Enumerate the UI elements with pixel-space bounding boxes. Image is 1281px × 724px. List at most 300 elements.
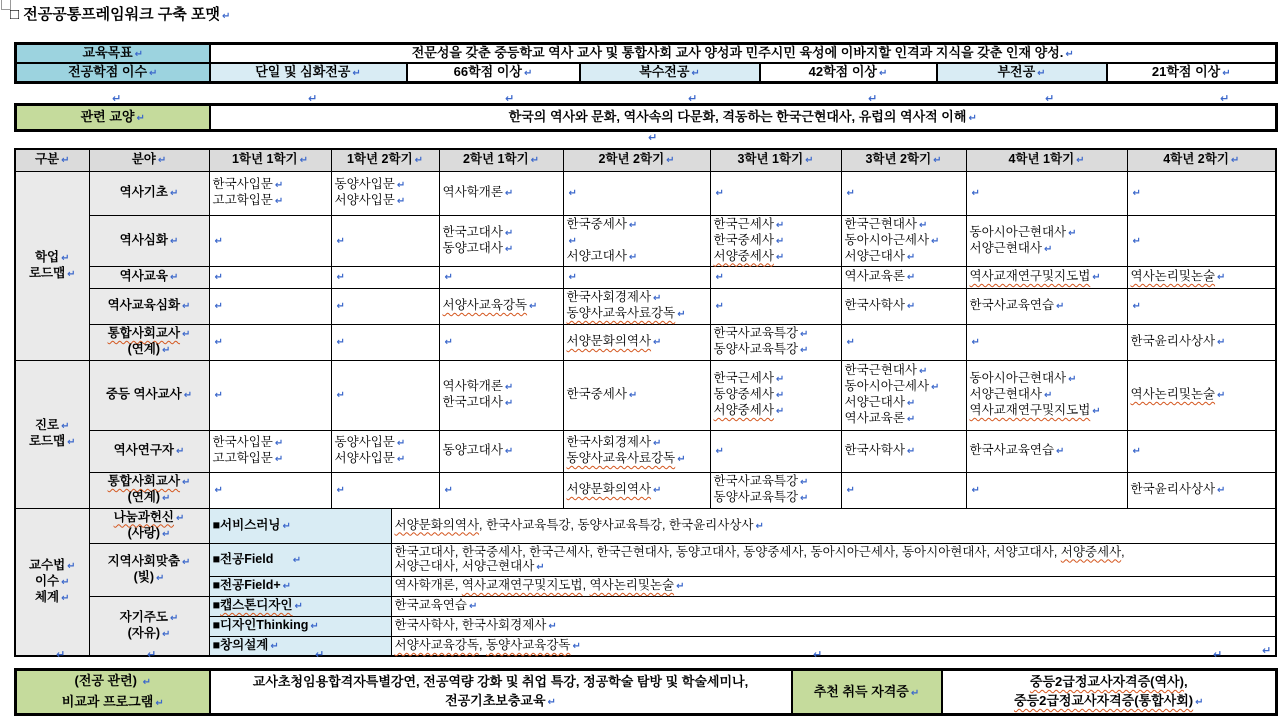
- pilcrow-icon: ↵: [1037, 68, 1046, 79]
- text-line: [970, 269, 1124, 285]
- course-cell: [1127, 171, 1276, 215]
- pilcrow-icon: ↵: [444, 272, 453, 283]
- pilcrow-icon: ↵: [156, 572, 165, 584]
- field-label: [89, 360, 209, 430]
- course-cell: [1127, 288, 1276, 324]
- pilcrow-icon: ↵: [775, 235, 785, 247]
- pilcrow-icon: ↵: [336, 301, 345, 312]
- text-line: [845, 152, 963, 168]
- course-cell: [563, 430, 710, 472]
- roadmap-table: [14, 148, 1277, 657]
- course-cell: [331, 266, 439, 288]
- text-line: [213, 193, 328, 209]
- text-line: [796, 682, 938, 703]
- text: 서양근대사, 서양근현대사: [394, 558, 535, 573]
- text-line: [213, 177, 328, 193]
- pilcrow-icon: ↵: [1220, 93, 1230, 105]
- text: ■서비스러닝: [212, 517, 281, 532]
- text-line: [970, 152, 1124, 168]
- pilcrow-icon: ↵: [396, 180, 406, 191]
- text-line: [19, 590, 86, 606]
- column-header: [15, 149, 89, 171]
- pilcrow-icon: ↵: [775, 251, 785, 263]
- text-line: [845, 298, 963, 314]
- pilcrow-icon: ↵: [67, 437, 76, 448]
- pilcrow-icon: ↵: [336, 485, 345, 496]
- pilcrow-icon: ↵: [1132, 301, 1141, 312]
- text-line: [941, 64, 1103, 81]
- text-line: [395, 545, 1273, 559]
- method-label: [209, 576, 391, 596]
- text: 역사교육론: [844, 269, 905, 283]
- table-row: [15, 266, 1276, 288]
- text-line: [19, 250, 86, 266]
- pilcrow-icon: ↵: [162, 528, 171, 540]
- text-line: [443, 225, 560, 241]
- text-line: [845, 334, 963, 350]
- spellcheck-underlined-text: 캡스톤디자인: [220, 598, 293, 612]
- goal-label: [16, 44, 210, 64]
- pilcrow-icon: ↵: [468, 601, 478, 612]
- course-cell: [710, 360, 841, 430]
- pilcrow-icon: ↵: [56, 649, 66, 661]
- course-cell: [841, 215, 966, 266]
- spellcheck-underlined-text: 서양중세사: [1060, 544, 1122, 559]
- text-line: [845, 217, 963, 233]
- pilcrow-icon: ↵: [274, 438, 284, 449]
- text-line: [567, 306, 707, 322]
- extracurricular-table: [14, 668, 1278, 716]
- text-line: [845, 233, 963, 249]
- course-cell: [966, 215, 1127, 266]
- text-line: [714, 387, 838, 403]
- field-label: [89, 508, 209, 543]
- course-cell: [439, 472, 563, 508]
- text: 한국중세사: [566, 216, 627, 231]
- course-cell: [439, 266, 563, 288]
- course-cell: [710, 266, 841, 288]
- table-row: [15, 215, 1276, 266]
- text: 진로: [34, 418, 60, 432]
- course-cell: [209, 266, 331, 288]
- course-cell: [439, 215, 563, 266]
- text: 2학년 2학기: [598, 152, 665, 167]
- text-line: [567, 334, 707, 350]
- field-label: [89, 596, 209, 656]
- text-line: [714, 217, 838, 233]
- text: 동양사교육특강: [713, 342, 799, 356]
- course-cell: [1127, 215, 1276, 266]
- liberal-arts-row: [16, 105, 1277, 131]
- course-cell: [563, 324, 710, 360]
- text-line: [567, 290, 707, 306]
- course-cell: [1127, 472, 1276, 508]
- pilcrow-icon: ↵: [157, 155, 167, 167]
- text: 부전공: [997, 64, 1036, 79]
- method-courses: [391, 596, 1276, 616]
- field-label: [89, 266, 209, 288]
- pilcrow-icon: ↵: [162, 493, 171, 504]
- text: 1학년 1학기: [231, 152, 298, 167]
- spellcheck-underlined-text: 중등2급정교사자격증(통합사회): [1013, 693, 1194, 708]
- method-courses: [391, 508, 1276, 543]
- course-cell: [439, 288, 563, 324]
- text: 한국사학사: [844, 443, 905, 457]
- extracurricular-row: [16, 670, 1277, 715]
- text-line: [845, 379, 963, 395]
- text: 2학년 1학기: [462, 152, 529, 167]
- text-line: [411, 64, 576, 81]
- pilcrow-icon: ↵: [677, 454, 686, 465]
- text: 한국사입문: [212, 435, 273, 449]
- text: (사랑): [127, 525, 161, 540]
- pilcrow-icon: ↵: [1092, 406, 1101, 417]
- text-line: [214, 64, 403, 81]
- spellcheck-underlined-text: 동양사교육강독: [485, 637, 571, 652]
- text-line: [567, 152, 707, 168]
- text: 한국사회경제사: [566, 290, 652, 304]
- text-line: [93, 185, 206, 201]
- text: 한국사학사, 한국사회경제사: [394, 618, 547, 632]
- text-line: [20, 671, 206, 692]
- text-line: [970, 443, 1124, 459]
- pilcrow-icon: ↵: [1065, 49, 1074, 60]
- text: 동아시아근세사: [844, 232, 930, 247]
- course-cell: [1127, 430, 1276, 472]
- text-line: [93, 610, 206, 626]
- text: 체계: [34, 589, 60, 604]
- pilcrow-icon: ↵: [568, 272, 577, 283]
- text-line: [443, 152, 560, 168]
- text-line: [567, 233, 707, 249]
- text-line: [584, 64, 756, 81]
- text: 한국근세사: [713, 216, 774, 231]
- pilcrow-icon: ↵: [1262, 645, 1272, 657]
- course-cell: [331, 360, 439, 430]
- pilcrow-icon: ↵: [182, 556, 191, 568]
- text-line: [970, 387, 1124, 403]
- pilcrow-icon: ↵: [536, 561, 545, 573]
- text: 한국근세사: [713, 371, 774, 385]
- credit-type-double-major: [580, 63, 760, 83]
- pilcrow-icon: ↵: [299, 155, 309, 167]
- pilcrow-icon: ↵: [169, 188, 179, 199]
- course-cell: [331, 171, 439, 215]
- text-line: [970, 241, 1124, 257]
- pilcrow-icon: ↵: [169, 235, 179, 247]
- credit-value-double-major: [760, 63, 937, 83]
- text: , 한국사교육특강, 동양사교육특강, 한국윤리사상사: [479, 517, 754, 532]
- text-line: [714, 371, 838, 387]
- pilcrow-icon: ↵: [444, 485, 453, 496]
- spellcheck-underlined-text: 서양사교육강독: [442, 298, 528, 312]
- pilcrow-icon: ↵: [971, 485, 980, 496]
- text: (전공 관련): [74, 673, 141, 688]
- goal-text: [210, 44, 1277, 64]
- pilcrow-icon: ↵: [1222, 68, 1231, 79]
- pilcrow-icon: ↵: [336, 390, 345, 401]
- roadmap-table-body: [15, 149, 1276, 656]
- pilcrow-icon: ↵: [136, 113, 145, 124]
- text: 한국사입문: [212, 177, 273, 191]
- pilcrow-icon: ↵: [1195, 697, 1204, 708]
- method-label: [209, 596, 391, 616]
- pilcrow-icon: ↵: [1043, 390, 1053, 401]
- pilcrow-icon: ↵: [548, 621, 557, 632]
- course-cell: [966, 266, 1127, 288]
- text-line: [714, 342, 838, 358]
- pilcrow-icon: ↵: [155, 698, 164, 709]
- course-cell: [439, 430, 563, 472]
- spellcheck-underlined-text: 서양사교육강독: [394, 637, 480, 652]
- column-header: [710, 149, 841, 171]
- text: ■창의설계: [212, 637, 269, 652]
- text: 동양중세사: [713, 387, 774, 401]
- pilcrow-icon: ↵: [971, 188, 980, 199]
- pilcrow-icon: ↵: [274, 196, 284, 207]
- method-label: [209, 543, 391, 576]
- text: 역사학개론: [442, 185, 503, 199]
- course-cell: [331, 215, 439, 266]
- text: 동아시아근세사: [844, 379, 930, 393]
- column-header: [89, 149, 209, 171]
- text: 동양사교육특강: [713, 490, 799, 504]
- pilcrow-icon: ↵: [183, 390, 193, 401]
- text-line: [845, 443, 963, 459]
- text: 동양고대사: [442, 443, 503, 457]
- course-cell: [841, 171, 966, 215]
- pilcrow-icon: ↵: [805, 155, 814, 167]
- credit-value-minor: [1107, 63, 1277, 83]
- column-header: [209, 149, 331, 171]
- text-line: [213, 451, 328, 467]
- text-line: [93, 387, 206, 403]
- text: ■전공Field: [212, 551, 291, 566]
- pilcrow-icon: ↵: [214, 485, 223, 496]
- text: 4학년 2학기: [1163, 152, 1229, 167]
- text: (빛): [133, 569, 154, 584]
- pilcrow-icon: ↵: [715, 446, 724, 457]
- text: 한국윤리사상사: [1130, 334, 1216, 348]
- pilcrow-icon: ↵: [214, 390, 223, 401]
- text: 한국윤리사상사: [1130, 482, 1216, 496]
- spellcheck-underlined-text: 서양문화의역사: [394, 517, 480, 532]
- pilcrow-icon: ↵: [846, 485, 855, 496]
- pilcrow-icon: ↵: [910, 687, 920, 699]
- field-label: [89, 171, 209, 215]
- text-line: [93, 342, 206, 358]
- pilcrow-icon: ↵: [775, 219, 785, 231]
- pilcrow-icon: ↵: [1230, 155, 1240, 167]
- course-cell: [1127, 360, 1276, 430]
- table-row: [15, 360, 1276, 430]
- pilcrow-icon: ↵: [1217, 272, 1226, 283]
- pilcrow-icon: ↵: [169, 272, 179, 283]
- text-line: [1131, 298, 1273, 314]
- course-cell: [209, 360, 331, 430]
- text-line: [93, 443, 206, 459]
- text-line: [335, 334, 436, 350]
- pilcrow-icon: ↵: [1056, 301, 1065, 312]
- pilcrow-icon: ↵: [1056, 446, 1065, 457]
- pilcrow-icon: ↵: [414, 155, 424, 167]
- method-courses: [391, 636, 1276, 656]
- pilcrow-icon: ↵: [336, 337, 345, 348]
- pilcrow-icon: ↵: [755, 520, 764, 532]
- text: ,: [479, 637, 486, 652]
- pilcrow-icon: ↵: [906, 301, 916, 312]
- text: 역사심화: [119, 232, 168, 247]
- text: 역사교육: [119, 269, 168, 283]
- certificate-text: [942, 670, 1277, 715]
- course-cell: [966, 472, 1127, 508]
- pilcrow-icon: ↵: [530, 155, 540, 167]
- text-line: [845, 185, 963, 201]
- text: 고고학입문: [212, 451, 273, 465]
- text-line: [395, 518, 1273, 534]
- text-line: [335, 482, 436, 498]
- table-row: [15, 288, 1276, 324]
- group-label: [15, 360, 89, 508]
- pilcrow-icon: ↵: [1076, 155, 1085, 167]
- pilcrow-icon: ↵: [214, 337, 223, 348]
- text: 한국사회경제사: [566, 435, 652, 449]
- text: 교수법: [28, 557, 66, 572]
- text-line: [764, 64, 933, 81]
- column-header: [331, 149, 439, 171]
- text-line: [214, 45, 1273, 62]
- table-row: [15, 324, 1276, 360]
- pilcrow-icon: ↵: [61, 155, 70, 167]
- pilcrow-icon: ↵: [282, 520, 291, 532]
- text: (연계): [127, 342, 161, 356]
- text-line: [970, 298, 1124, 314]
- certificate-label: [792, 670, 942, 715]
- pilcrow-icon: ↵: [274, 454, 284, 465]
- table-row: [15, 171, 1276, 215]
- text-line: [714, 152, 838, 168]
- pilcrow-icon: ↵: [676, 581, 685, 592]
- pilcrow-icon: ↵: [648, 132, 658, 144]
- spellcheck-underlined-text: 역사논리및논술: [1130, 387, 1216, 401]
- pilcrow-icon: ↵: [162, 628, 171, 640]
- pilcrow-icon: ↵: [352, 68, 361, 79]
- method-courses: [391, 616, 1276, 636]
- text: 동양고대사: [442, 240, 503, 255]
- text-line: [395, 598, 1273, 614]
- pilcrow-icon: ↵: [666, 155, 675, 167]
- text-line: [714, 474, 838, 490]
- text-line: [335, 387, 436, 403]
- course-cell: [331, 288, 439, 324]
- course-cell: [209, 430, 331, 472]
- pilcrow-icon: ↵: [147, 649, 157, 661]
- pilcrow-icon: ↵: [504, 227, 514, 239]
- text-line: [1131, 482, 1273, 498]
- text: 전공학점 이수: [68, 64, 148, 79]
- text: 전공기초보충교육: [445, 693, 546, 708]
- text-line: [213, 387, 328, 403]
- pilcrow-icon: ↵: [282, 581, 292, 592]
- text: 서양근현대사: [969, 387, 1042, 401]
- text-line: [213, 618, 388, 634]
- text-line: [443, 241, 560, 257]
- text: ■디자인Thinking: [212, 618, 309, 632]
- text-line: [1131, 185, 1273, 201]
- text: 교육목표: [82, 45, 133, 60]
- text-line: [20, 45, 206, 62]
- text-line: [714, 443, 838, 459]
- text: 한국사학사: [844, 298, 905, 312]
- text-line: [443, 334, 560, 350]
- text-line: [443, 298, 560, 314]
- text: 동아시아근현대사: [969, 371, 1067, 385]
- pilcrow-icon: ↵: [1217, 337, 1226, 348]
- text-line: [213, 152, 328, 168]
- text: 자기주도: [119, 609, 168, 624]
- text-line: [567, 249, 707, 265]
- pilcrow-icon: ↵: [61, 592, 70, 604]
- course-cell: [841, 360, 966, 430]
- text-line: [970, 185, 1124, 201]
- pilcrow-icon: ↵: [691, 68, 700, 79]
- pilcrow-icon: ↵: [931, 382, 940, 393]
- text-line: [93, 510, 206, 526]
- text-line: [213, 435, 328, 451]
- credits-label: [16, 63, 210, 83]
- pilcrow-icon: ↵: [169, 612, 179, 624]
- field-label: [89, 543, 209, 596]
- course-cell: [331, 324, 439, 360]
- pilcrow-icon: ↵: [568, 235, 577, 247]
- pilcrow-icon: ↵: [142, 677, 151, 688]
- course-cell: [209, 171, 331, 215]
- course-cell: [710, 324, 841, 360]
- pilcrow-icon: ↵: [628, 251, 638, 263]
- column-header: [1127, 149, 1276, 171]
- text-line: [19, 152, 86, 168]
- text-line: [93, 490, 206, 506]
- pilcrow-icon: ↵: [182, 329, 191, 340]
- text-line: [970, 225, 1124, 241]
- text-line: [567, 435, 707, 451]
- pilcrow-icon: ↵: [1068, 374, 1077, 385]
- text-line: [213, 598, 388, 614]
- text-line: [395, 618, 1273, 634]
- field-label: [89, 215, 209, 266]
- text: 교사초청임용합격자특별강연, 전공역량 강화 및 취업 특강, 정공학술 탐방 및 학술세미나,: [252, 674, 749, 689]
- text: 한국사교육연습: [969, 443, 1055, 457]
- pilcrow-icon: ↵: [775, 374, 785, 385]
- table-row: [15, 472, 1276, 508]
- pilcrow-icon: ↵: [1217, 485, 1226, 496]
- spellcheck-underlined-text: 역사교재연구및지도법: [969, 403, 1091, 417]
- course-cell: [710, 288, 841, 324]
- course-cell: [710, 472, 841, 508]
- spellcheck-underlined-text: 나눔과헌신: [113, 509, 174, 524]
- program-label: [16, 670, 210, 715]
- pilcrow-icon: ↵: [775, 390, 785, 401]
- pilcrow-icon: ↵: [715, 272, 724, 283]
- pilcrow-icon: ↵: [523, 68, 533, 79]
- liberal-arts-text: [210, 105, 1277, 131]
- pilcrow-icon: ↵: [315, 649, 325, 661]
- text-line: [1131, 152, 1273, 168]
- text: 한국교육연습: [394, 598, 467, 612]
- text-line: [714, 326, 838, 342]
- group-label: [15, 171, 89, 360]
- spellcheck-underlined-text: 역사교재연구및지도법: [969, 269, 1091, 283]
